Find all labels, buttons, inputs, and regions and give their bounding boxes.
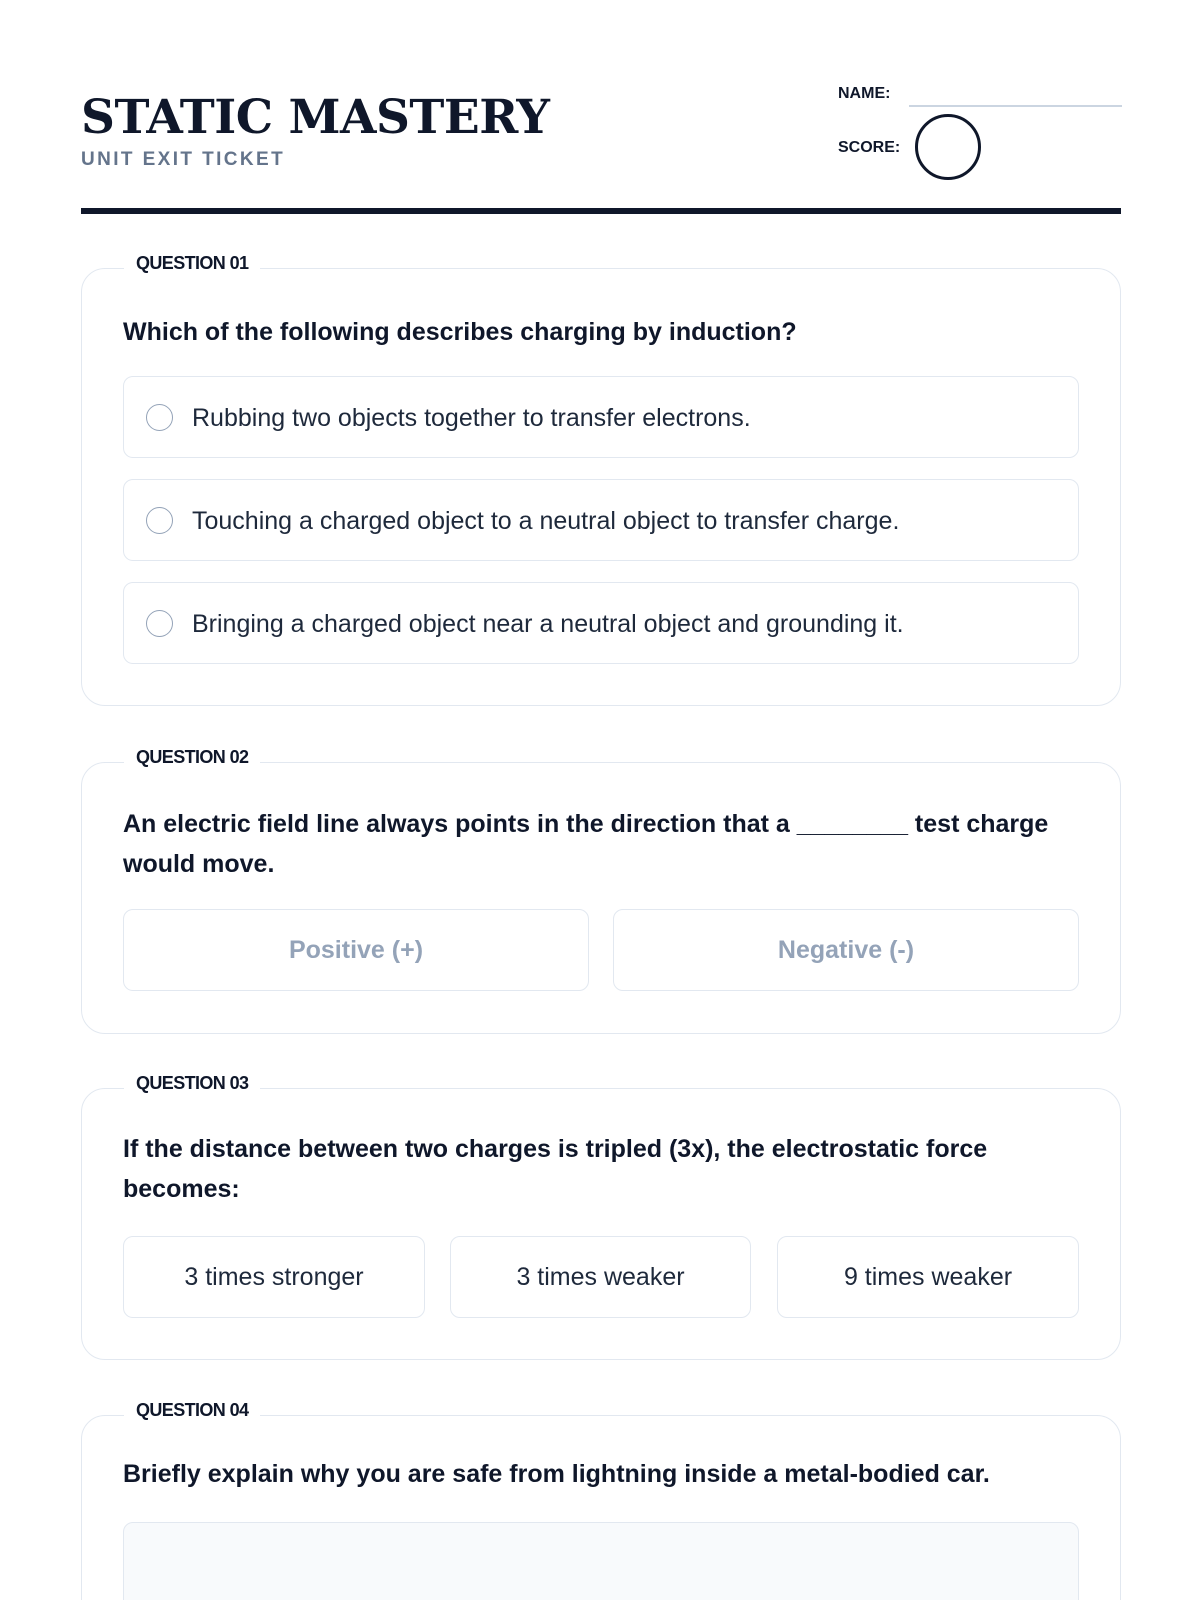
radio-icon[interactable]	[146, 404, 173, 431]
choice-3x-weaker-button[interactable]: 3 times weaker	[450, 1236, 751, 1318]
radio-icon[interactable]	[146, 507, 173, 534]
answer-textarea[interactable]	[123, 1522, 1079, 1600]
page-subtitle: UNIT EXIT TICKET	[81, 149, 286, 170]
question-tag: QUESTION 02	[124, 746, 260, 768]
choice-positive-button[interactable]: Positive (+)	[123, 909, 589, 991]
option-label: Rubbing two objects together to transfer electrons.	[192, 404, 751, 432]
answer-option-3[interactable]	[123, 582, 1079, 664]
option-label: Touching a charged object to a neutral object to transfer charge.	[192, 507, 900, 535]
name-label: NAME:	[838, 85, 891, 102]
page-title: STATIC MASTERY	[81, 90, 550, 145]
choice-9x-weaker-button[interactable]: 9 times weaker	[777, 1236, 1079, 1318]
score-circle	[915, 114, 981, 180]
question-card-4	[81, 1400, 1121, 1600]
question-card-3	[81, 1073, 1121, 1360]
answer-option-1[interactable]	[123, 376, 1079, 458]
question-card-1	[81, 253, 1121, 706]
answer-option-2[interactable]	[123, 479, 1079, 561]
choice-negative-button[interactable]: Negative (-)	[613, 909, 1079, 991]
worksheet-header	[81, 0, 1121, 214]
option-label: Bringing a charged object near a neutral object and grounding it.	[192, 610, 904, 638]
question-tag: QUESTION 03	[124, 1072, 260, 1094]
question-text: An electric field line always points in the direction that a ________ test charge would move.	[123, 810, 1049, 878]
name-field[interactable]	[909, 105, 1122, 107]
question-tag: QUESTION 04	[124, 1399, 260, 1421]
choice-3x-stronger-button[interactable]: 3 times stronger	[123, 1236, 425, 1318]
score-label: SCORE:	[838, 139, 901, 156]
question-tag: QUESTION 01	[124, 252, 260, 274]
question-text: Which of the following describes charging by induction?	[123, 318, 797, 346]
question-text: Briefly explain why you are safe from lightning inside a metal-bodied car.	[123, 1460, 990, 1488]
header-divider	[81, 208, 1121, 214]
question-card-2	[81, 747, 1121, 1034]
radio-icon[interactable]	[146, 610, 173, 637]
question-text: If the distance between two charges is tripled (3x), the electrostatic force becomes:	[123, 1135, 988, 1203]
